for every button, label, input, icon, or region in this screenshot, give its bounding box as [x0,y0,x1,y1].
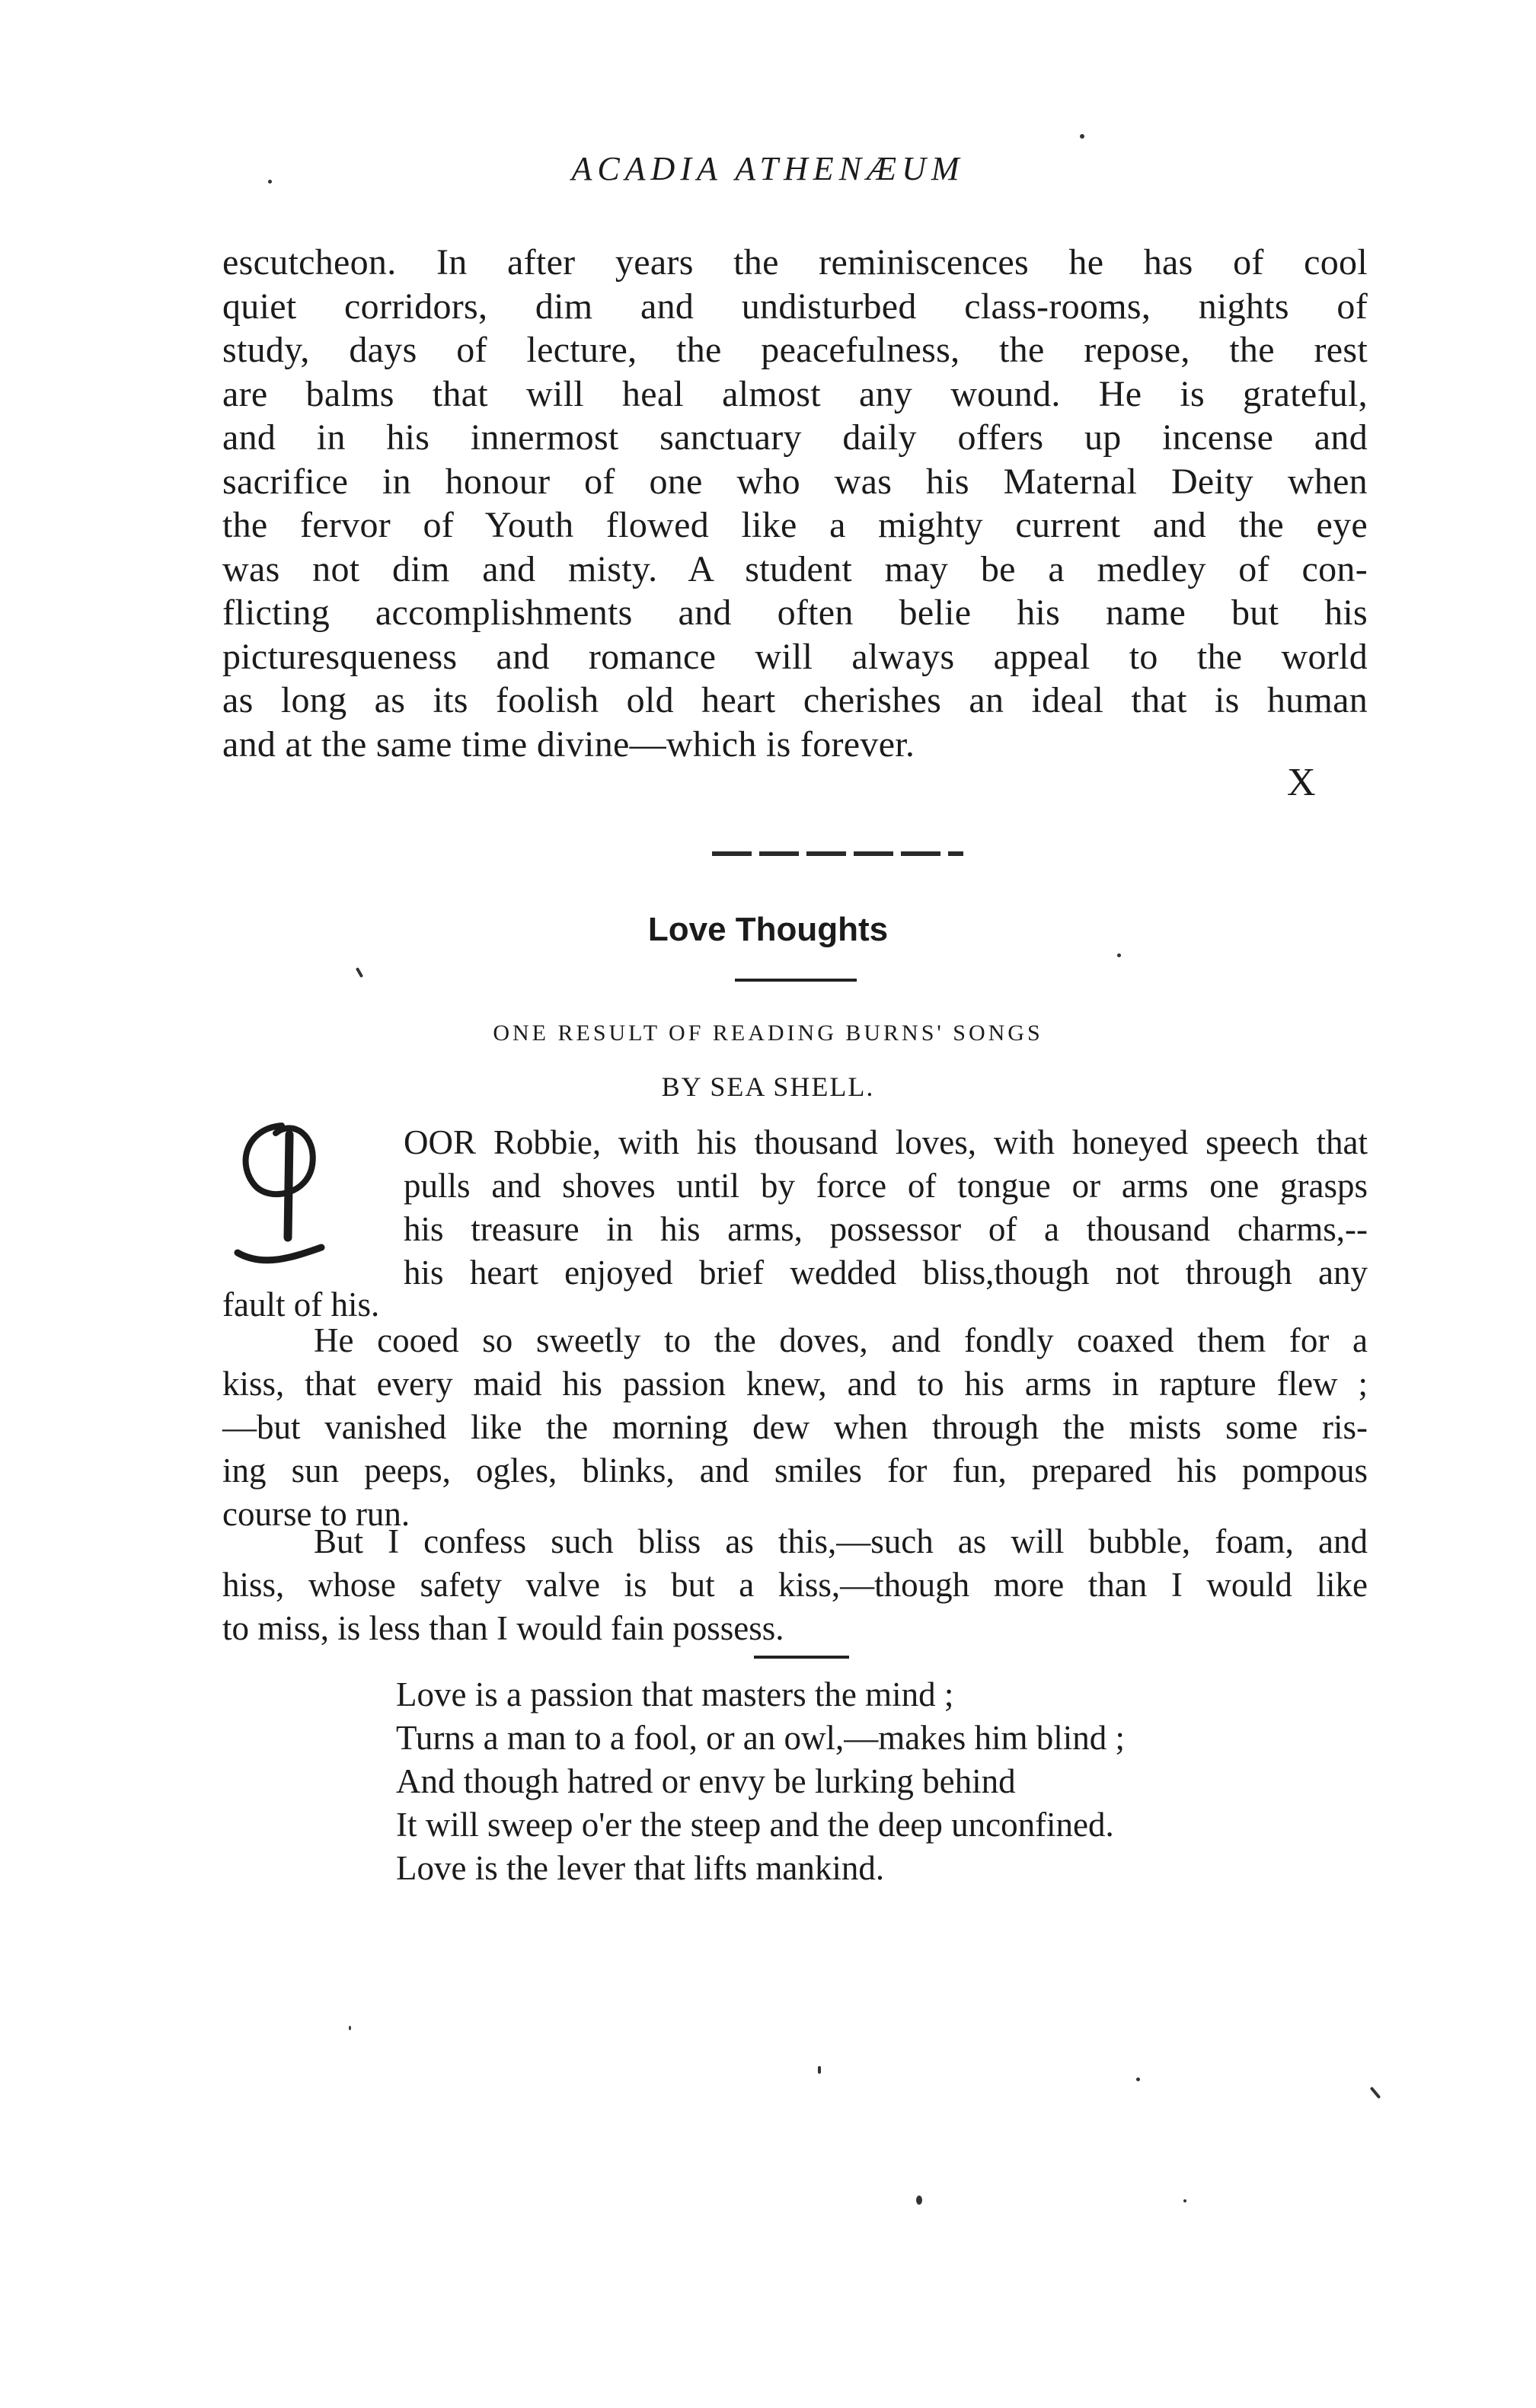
poem-paragraph-2 [222,1319,1368,1536]
stanza-line: Turns a man to a fool, or an owl,—makes him blind ; [396,1719,1125,1757]
poem-title: Love Thoughts [647,911,889,948]
stanza-line: And though hatred or envy be lurking behind [396,1762,1016,1800]
scan-speck [1370,2087,1381,2099]
poem-line: his treasure in his arms, possessor of a thousand charms,-- [404,1210,1368,1248]
title-rule [735,979,857,982]
essay-line: was not dim and misty. A student may be a medley of con- [222,548,1368,589]
stanza-rule [754,1656,849,1659]
poem-stanza [396,1673,1125,1890]
stanza-line: Love is the lever that lifts mankind. [396,1849,885,1887]
essay-line: picturesqueness and romance will always appeal to the world [222,636,1368,677]
running-head: ACADIA ATHENÆUM [571,150,965,187]
essay-line: and at the same time divine—which is forever. [222,723,915,765]
poem-line: hiss, whose safety valve is but a kiss,—though more than I would like [222,1566,1368,1604]
poem-line: OOR Robbie, with his thousand loves, with honeyed speech that [404,1123,1368,1161]
essay-line: flicting accomplishments and often belie his name but his [222,592,1368,633]
section-divider [712,851,963,856]
poem-line: —but vanished like the morning dew when through the mists some ris- [222,1408,1368,1446]
poem-line: his heart enjoyed brief wedded bliss,though not through any [404,1254,1368,1292]
essay-line: the fervor of Youth flowed like a mighty current and the eye [222,505,1368,545]
poem-line: ing sun peeps, ogles, blinks, and smiles for fun, prepared his pompous [222,1452,1368,1490]
scan-speck [356,967,363,978]
stanza-line: It will sweep o'er the steep and the deep unconfined. [396,1806,1114,1844]
poem-byline: BY SEA SHELL. [661,1071,875,1102]
scan-speck [349,2026,351,2030]
scan-speck [1183,2199,1186,2202]
scan-speck [916,2196,922,2205]
poem-line: course to run. [222,1495,410,1533]
poem-line: But I confess such bliss as this,—such as will bubble, foam, and [314,1522,1368,1560]
essay-text [222,241,1368,766]
poem-paragraph-1 [404,1121,1368,1295]
scan-speck [1117,953,1121,957]
poem-subtitle: ONE RESULT OF READING BURNS' SONGS [493,1020,1043,1046]
scan-speck [268,180,272,184]
essay-line: quiet corridors, dim and undisturbed class-rooms, nights of [222,286,1368,327]
poem-line: to miss, is less than I would fain possess. [222,1609,784,1647]
essay-line: are balms that will heal almost any wound. He is grateful, [222,373,1368,414]
poem-line: He cooed so sweetly to the doves, and fondly coaxed them for a [314,1321,1368,1359]
scan-speck [818,2066,821,2074]
scan-speck [1080,134,1084,139]
essay-line: escutcheon. In after years the reminiscences he has of cool [222,242,1368,283]
dropcap-p-glyph [222,1112,352,1276]
stanza-line: Love is a passion that masters the mind ; [396,1675,954,1713]
essay-line: sacrifice in honour of one who was his Maternal Deity when [222,461,1368,502]
poem-line: fault of his. [222,1285,380,1324]
poem-line: kiss, that every maid his passion knew, and to his arms in rapture flew ; [222,1365,1368,1403]
essay-line: and in his innermost sanctuary daily offers up incense and [222,417,1368,458]
essay-signoff: X [1287,761,1316,804]
essay-line: study, days of lecture, the peacefulness, the repose, the rest [222,330,1368,370]
essay-line: as long as its foolish old heart cherishes an ideal that is human [222,680,1368,720]
scan-speck [1136,2077,1140,2081]
poem-line: pulls and shoves until by force of tongue or arms one grasps [404,1167,1368,1205]
poem-paragraph-3 [222,1520,1368,1650]
